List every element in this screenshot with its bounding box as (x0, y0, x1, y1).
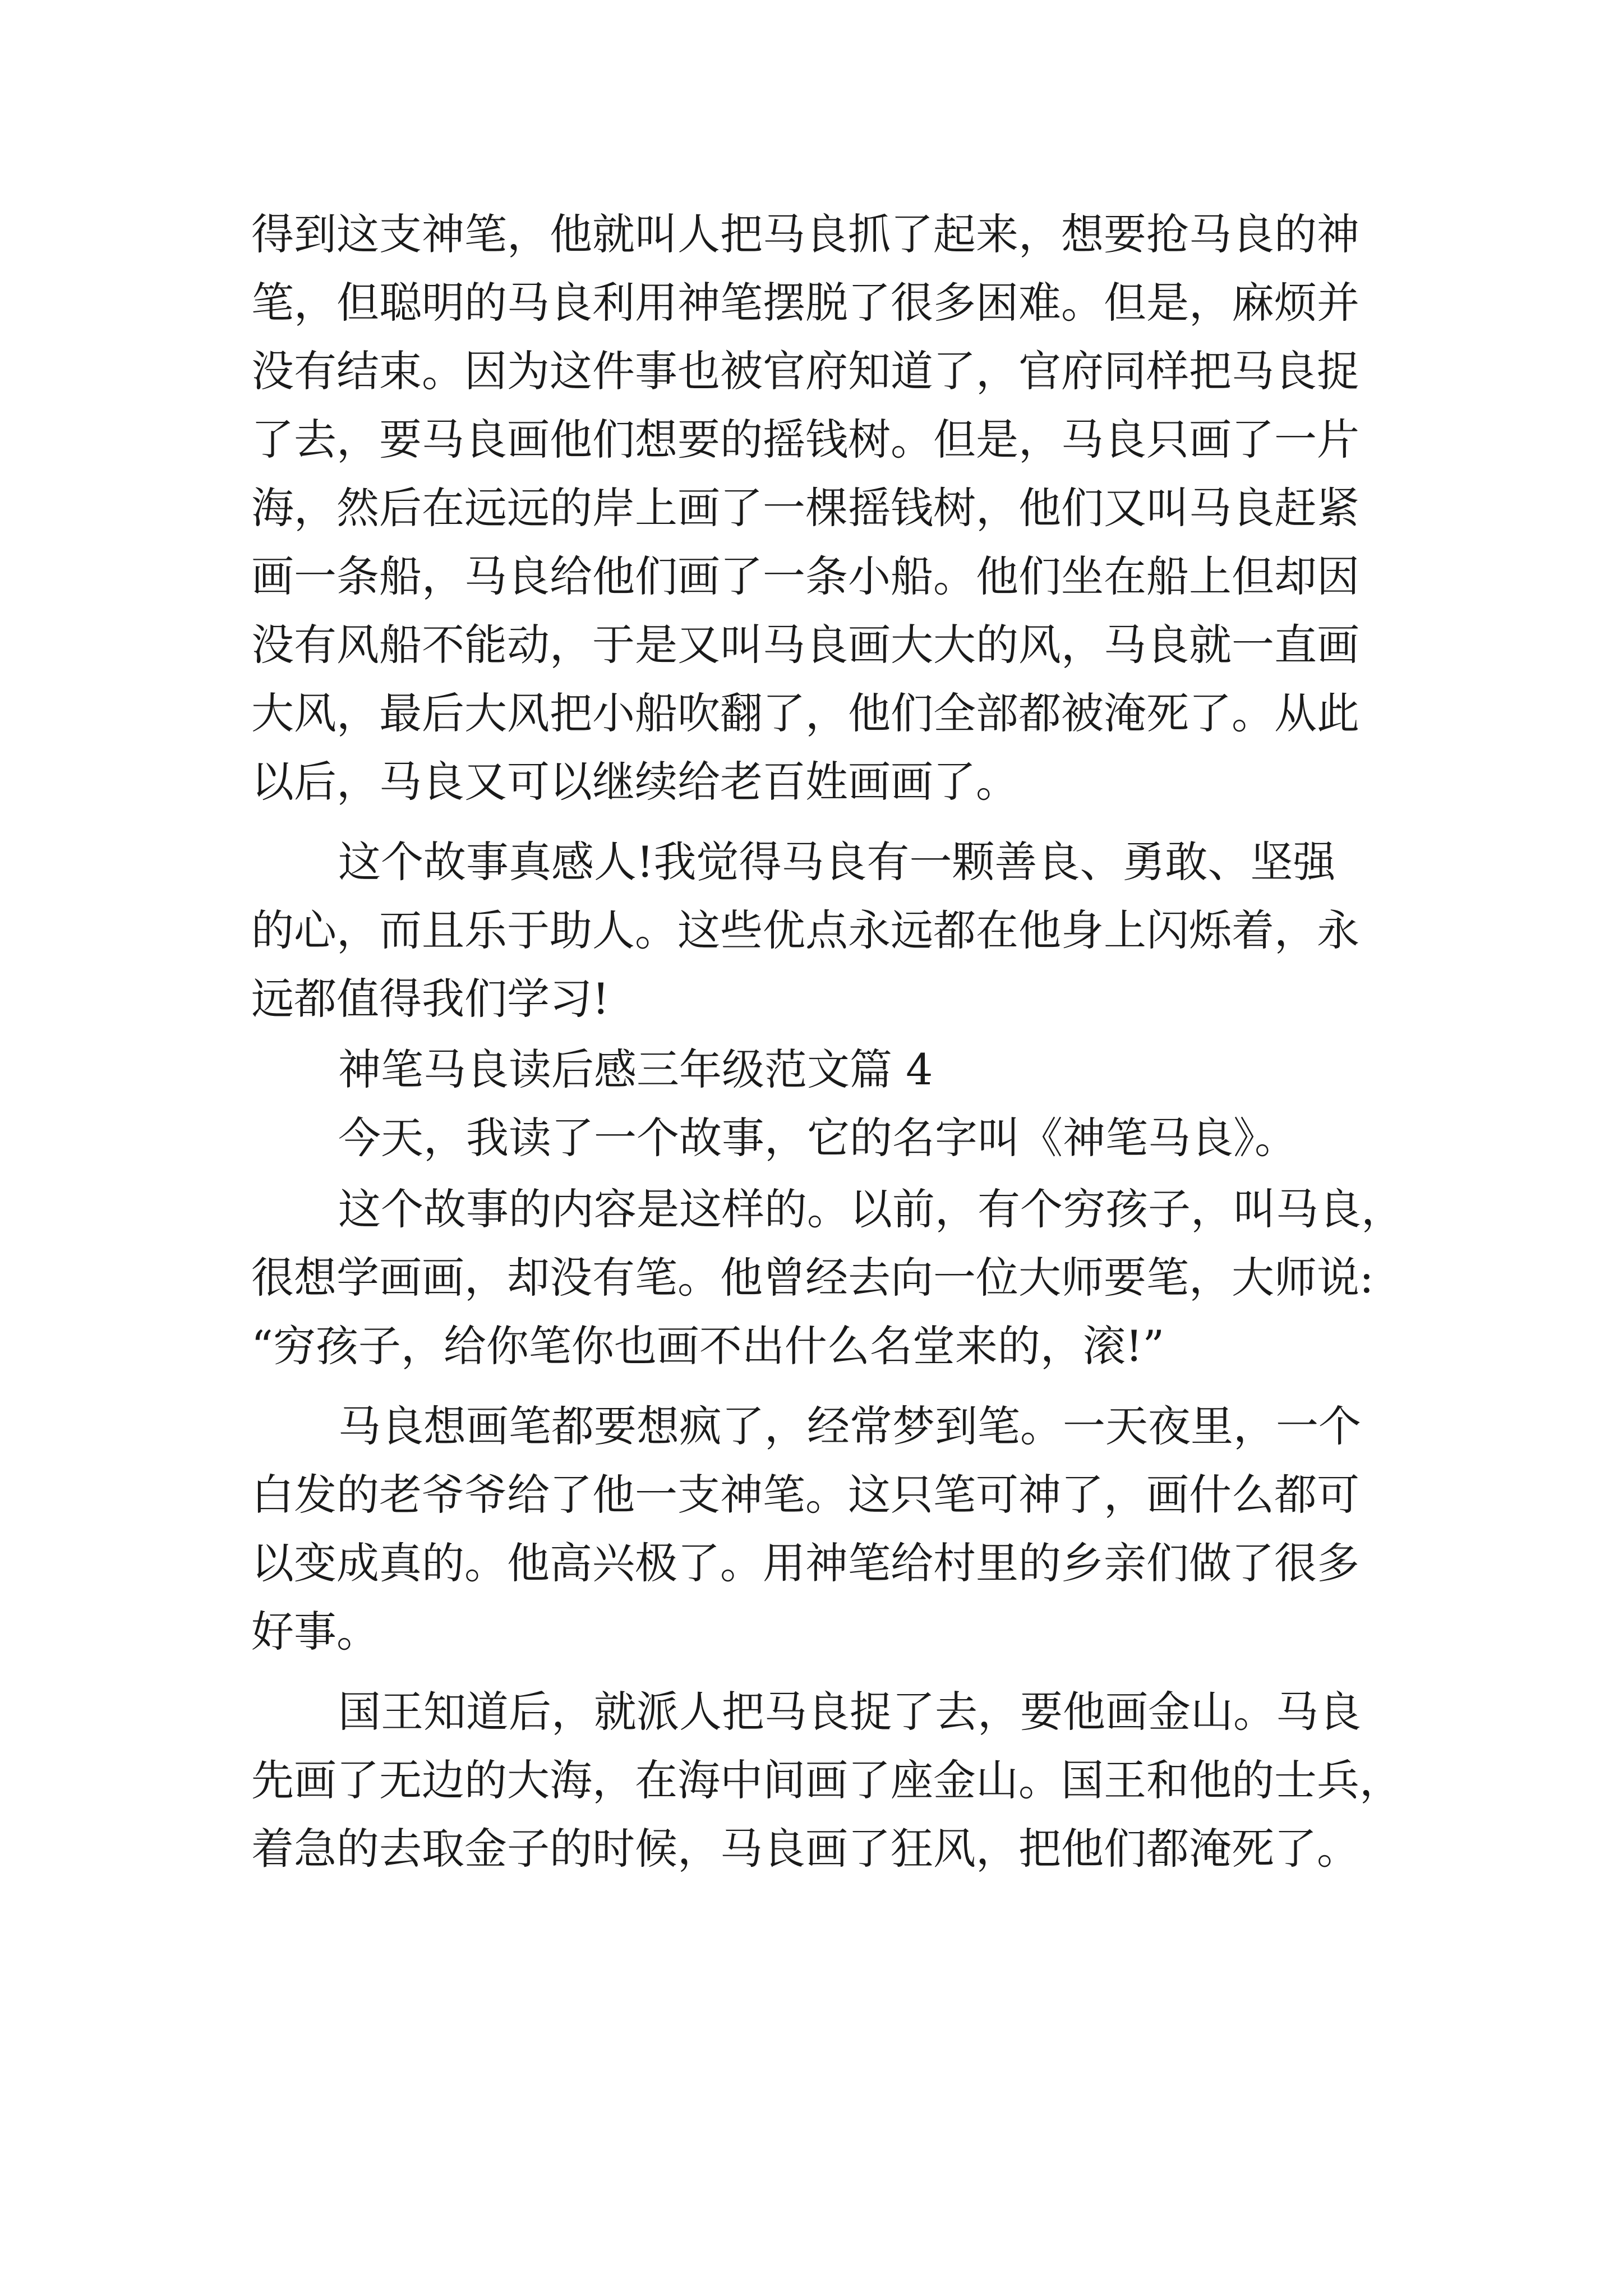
text-line: 没有结束。因为这件事也被官府知道了，官府同样把马良捉 (251, 346, 1359, 396)
text-line: 了去，要马良画他们想要的摇钱树。但是，马良只画了一片 (251, 415, 1359, 464)
text-line: 好事。 (251, 1607, 379, 1657)
text-line: 的心，而且乐于助人。这些优点永远都在他身上闪烁着，永 (251, 905, 1359, 955)
text-line: 远都值得我们学习! (251, 974, 610, 1024)
text-line: 画一条船，马良给他们画了一条小船。他们坐在船上但却因 (251, 551, 1359, 601)
text-line: 以后，马良又可以继续给老百姓画画了。 (251, 757, 1018, 807)
text-line: 白发的老爷爷给了他一支神笔。这只笔可神了，画什么都可 (251, 1470, 1359, 1520)
text-line: 着急的去取金子的时候，马良画了狂风，把他们都淹死了。 (251, 1824, 1359, 1874)
text-line: 海，然后在远远的岸上画了一棵摇钱树，他们又叫马良赶紧 (251, 483, 1359, 533)
section-heading: 神笔马良读后感三年级范文篇 4 (338, 1045, 933, 1094)
text-line: 这个故事的内容是这样的。以前，有个穷孩子，叫马良， (338, 1184, 1404, 1234)
text-line: 很想学画画，却没有笔。他曾经去向一位大师要笔，大师说: (251, 1253, 1374, 1303)
text-line: 大风，最后大风把小船吹翻了，他们全部都被淹死了。从此 (251, 688, 1359, 738)
text-line: 今天，我读了一个故事，它的名字叫《神笔马良》。 (338, 1113, 1297, 1163)
text-line: 以变成真的。他高兴极了。用神笔给村里的乡亲们做了很多 (251, 1538, 1359, 1588)
text-line: 先画了无边的大海，在海中间画了座金山。国王和他的士兵， (251, 1755, 1402, 1805)
text-line: 马良想画笔都要想疯了，经常梦到笔。一天夜里，一个 (338, 1401, 1361, 1451)
text-line: 没有风船不能动，于是又叫马良画大大的风，马良就一直画 (251, 620, 1359, 670)
text-line: 笔，但聪明的马良利用神笔摆脱了很多困难。但是，麻烦并 (251, 278, 1359, 328)
text-line: 这个故事真感人!我觉得马良有一颗善良、勇敢、坚强 (338, 837, 1336, 887)
text-line: 国王知道后，就派人把马良捉了去，要他画金山。马良 (338, 1687, 1361, 1737)
text-line: “穷孩子，给你笔你也画不出什么名堂来的，滚!” (251, 1321, 1165, 1371)
text-line: 得到这支神笔，他就叫人把马良抓了起来，想要抢马良的神 (251, 209, 1359, 259)
